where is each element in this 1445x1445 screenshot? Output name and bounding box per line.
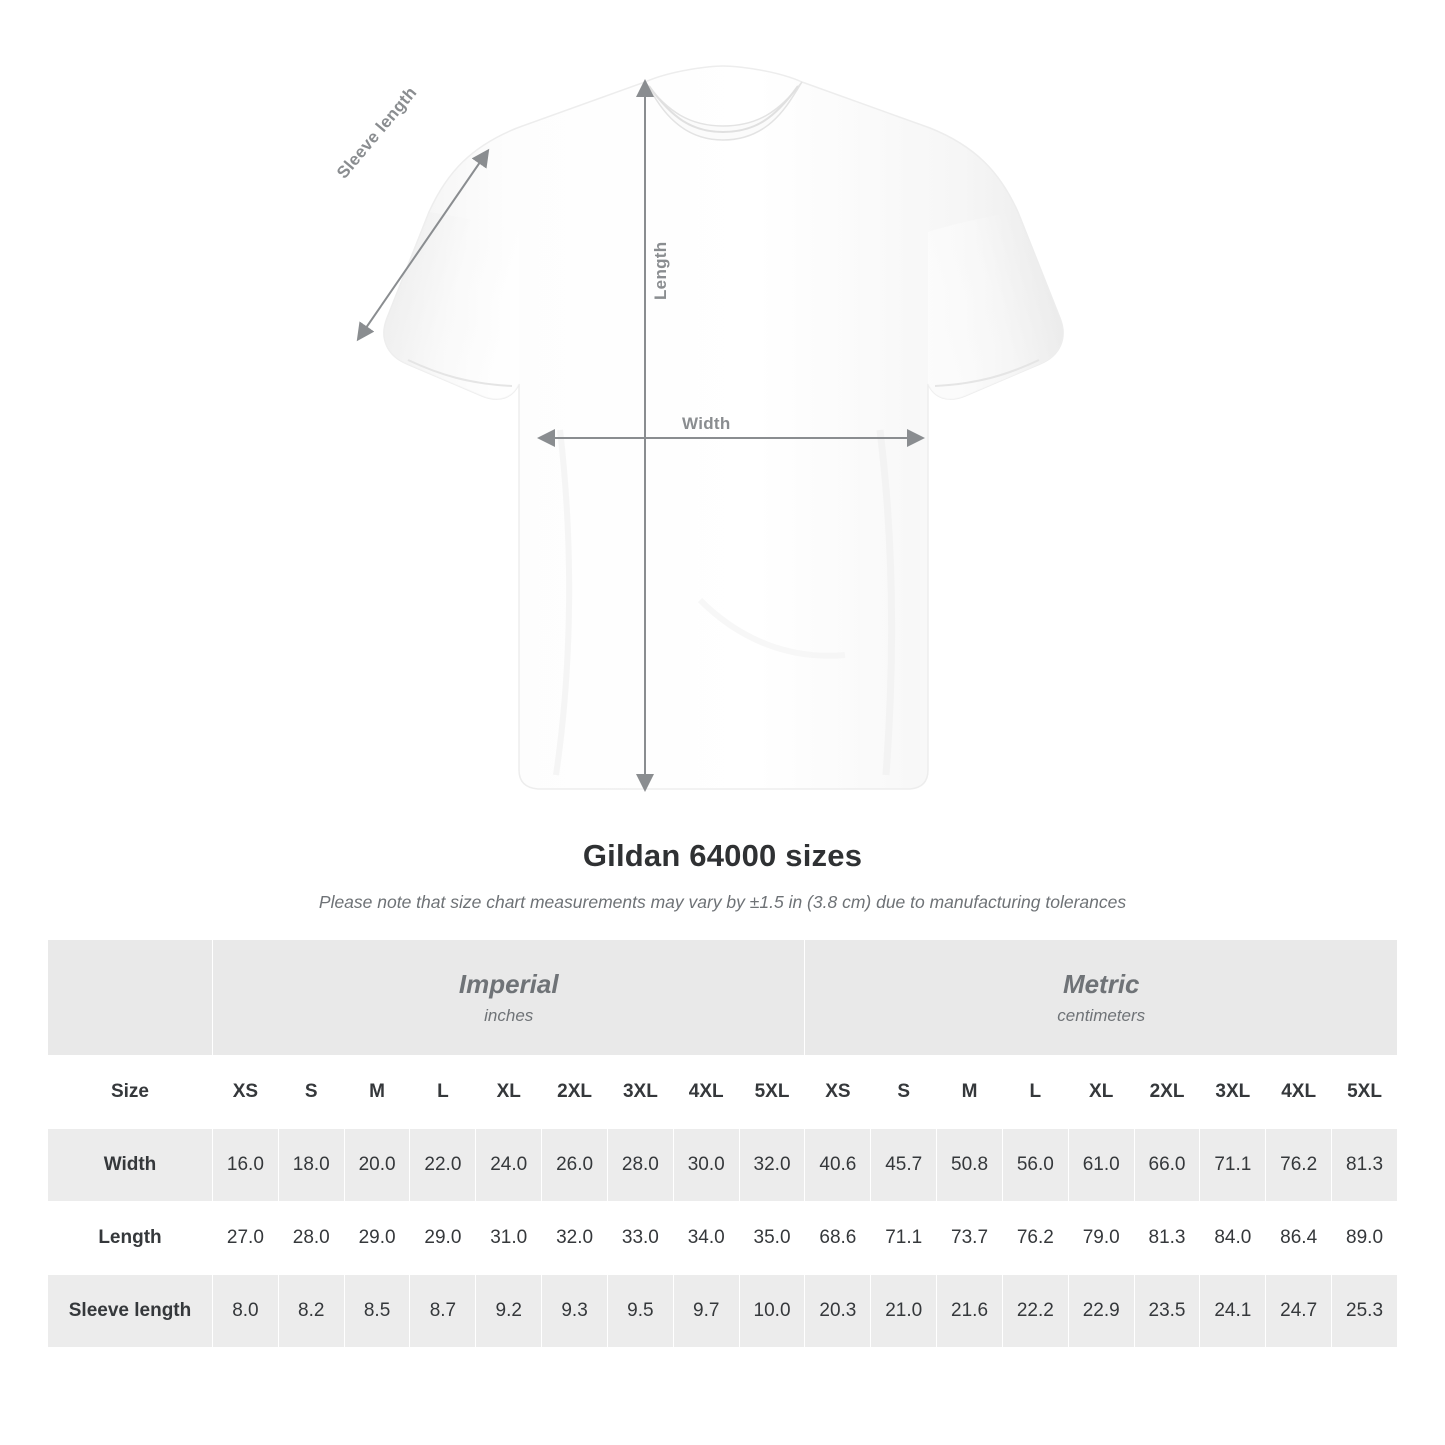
cell-width-met-m: 50.8 — [937, 1129, 1003, 1202]
cell-length-imp-s: 28.0 — [278, 1202, 344, 1275]
cell-sleeve-imp-xs: 8.0 — [213, 1275, 279, 1348]
row-label-sleeve-length: Sleeve length — [48, 1275, 213, 1348]
cell-width-met-xl: 61.0 — [1068, 1129, 1134, 1202]
cell-sleeve-met-3xl: 24.1 — [1200, 1275, 1266, 1348]
cell-length-imp-4xl: 34.0 — [673, 1202, 739, 1275]
cell-width-imp-4xl: 30.0 — [673, 1129, 739, 1202]
table-row-sleeve-length — [48, 1275, 1398, 1348]
cell-width-imp-xs: 16.0 — [213, 1129, 279, 1202]
unit-header-row — [48, 940, 1398, 1056]
cell-sleeve-met-4xl: 24.7 — [1266, 1275, 1332, 1348]
size-col-met-5xl: 5XL — [1332, 1056, 1398, 1129]
table-row-length — [48, 1202, 1398, 1275]
cell-width-imp-s: 18.0 — [278, 1129, 344, 1202]
cell-sleeve-imp-m: 8.5 — [344, 1275, 410, 1348]
cell-width-met-4xl: 76.2 — [1266, 1129, 1332, 1202]
imperial-sub: inches — [484, 1006, 534, 1025]
cell-length-met-xs: 68.6 — [805, 1202, 871, 1275]
cell-sleeve-imp-3xl: 9.5 — [607, 1275, 673, 1348]
cell-length-met-l: 76.2 — [1002, 1202, 1068, 1275]
size-col-met-m: M — [937, 1056, 1003, 1129]
unit-header-imperial — [213, 940, 805, 1056]
cell-length-met-xl: 79.0 — [1068, 1202, 1134, 1275]
cell-sleeve-met-s: 21.0 — [871, 1275, 937, 1348]
page-title: Gildan 64000 sizes — [582, 838, 863, 873]
size-col-imp-xl: XL — [476, 1056, 542, 1129]
cell-width-met-l: 56.0 — [1002, 1129, 1068, 1202]
cell-sleeve-imp-s: 8.2 — [278, 1275, 344, 1348]
cell-length-met-m: 73.7 — [937, 1202, 1003, 1275]
cell-sleeve-imp-5xl: 10.0 — [739, 1275, 805, 1348]
size-table — [47, 939, 1398, 1348]
size-col-met-2xl: 2XL — [1134, 1056, 1200, 1129]
unit-header-blank — [48, 940, 213, 1056]
size-col-imp-4xl: 4XL — [673, 1056, 739, 1129]
size-table-wrapper — [47, 939, 1398, 1348]
tolerance-note: Please note that size chart measurements may vary by ±1.5 in (3.8 cm) due to manufacturing tolerances — [318, 892, 1127, 912]
cell-width-imp-2xl: 26.0 — [542, 1129, 608, 1202]
cell-length-imp-xs: 27.0 — [213, 1202, 279, 1275]
cell-sleeve-met-l: 22.2 — [1002, 1275, 1068, 1348]
length-label: Length — [651, 241, 670, 300]
size-col-imp-2xl: 2XL — [542, 1056, 608, 1129]
size-col-imp-5xl: 5XL — [739, 1056, 805, 1129]
cell-width-met-s: 45.7 — [871, 1129, 937, 1202]
cell-sleeve-met-5xl: 25.3 — [1332, 1275, 1398, 1348]
cell-width-met-5xl: 81.3 — [1332, 1129, 1398, 1202]
size-col-imp-3xl: 3XL — [607, 1056, 673, 1129]
cell-length-met-4xl: 86.4 — [1266, 1202, 1332, 1275]
unit-header-metric — [805, 940, 1398, 1056]
cell-width-met-xs: 40.6 — [805, 1129, 871, 1202]
cell-length-imp-xl: 31.0 — [476, 1202, 542, 1275]
cell-sleeve-met-xs: 20.3 — [805, 1275, 871, 1348]
size-col-met-3xl: 3XL — [1200, 1056, 1266, 1129]
cell-length-met-5xl: 89.0 — [1332, 1202, 1398, 1275]
cell-length-imp-l: 29.0 — [410, 1202, 476, 1275]
size-col-imp-l: L — [410, 1056, 476, 1129]
cell-width-imp-l: 22.0 — [410, 1129, 476, 1202]
row-label-width: Width — [48, 1129, 213, 1202]
header-size: Size — [48, 1056, 213, 1129]
sleeve-length-label: Sleeve length — [333, 83, 421, 183]
row-label-length: Length — [48, 1202, 213, 1275]
size-col-imp-xs: XS — [213, 1056, 279, 1129]
size-col-met-xl: XL — [1068, 1056, 1134, 1129]
cell-width-imp-m: 20.0 — [344, 1129, 410, 1202]
cell-length-imp-5xl: 35.0 — [739, 1202, 805, 1275]
cell-width-met-3xl: 71.1 — [1200, 1129, 1266, 1202]
cell-length-imp-3xl: 33.0 — [607, 1202, 673, 1275]
cell-width-met-2xl: 66.0 — [1134, 1129, 1200, 1202]
width-label: Width — [682, 414, 731, 433]
cell-length-met-3xl: 84.0 — [1200, 1202, 1266, 1275]
cell-length-met-s: 71.1 — [871, 1202, 937, 1275]
imperial-name: Imperial — [458, 969, 559, 999]
size-col-met-l: L — [1002, 1056, 1068, 1129]
size-col-met-xs: XS — [805, 1056, 871, 1129]
metric-name: Metric — [1062, 969, 1140, 999]
cell-length-imp-m: 29.0 — [344, 1202, 410, 1275]
metric-sub: centimeters — [1057, 1006, 1146, 1025]
cell-width-imp-5xl: 32.0 — [739, 1129, 805, 1202]
cell-width-imp-3xl: 28.0 — [607, 1129, 673, 1202]
size-col-imp-m: M — [344, 1056, 410, 1129]
cell-sleeve-imp-l: 8.7 — [410, 1275, 476, 1348]
table-row-width — [48, 1129, 1398, 1202]
size-col-imp-s: S — [278, 1056, 344, 1129]
cell-sleeve-met-m: 21.6 — [937, 1275, 1003, 1348]
size-col-met-4xl: 4XL — [1266, 1056, 1332, 1129]
cell-sleeve-imp-4xl: 9.7 — [673, 1275, 739, 1348]
title-block — [0, 838, 1445, 913]
cell-length-met-2xl: 81.3 — [1134, 1202, 1200, 1275]
cell-sleeve-met-xl: 22.9 — [1068, 1275, 1134, 1348]
cell-sleeve-imp-xl: 9.2 — [476, 1275, 542, 1348]
cell-sleeve-imp-2xl: 9.3 — [542, 1275, 608, 1348]
cell-sleeve-met-2xl: 23.5 — [1134, 1275, 1200, 1348]
size-col-met-s: S — [871, 1056, 937, 1129]
cell-width-imp-xl: 24.0 — [476, 1129, 542, 1202]
size-header-row — [48, 1056, 1398, 1129]
cell-length-imp-2xl: 32.0 — [542, 1202, 608, 1275]
